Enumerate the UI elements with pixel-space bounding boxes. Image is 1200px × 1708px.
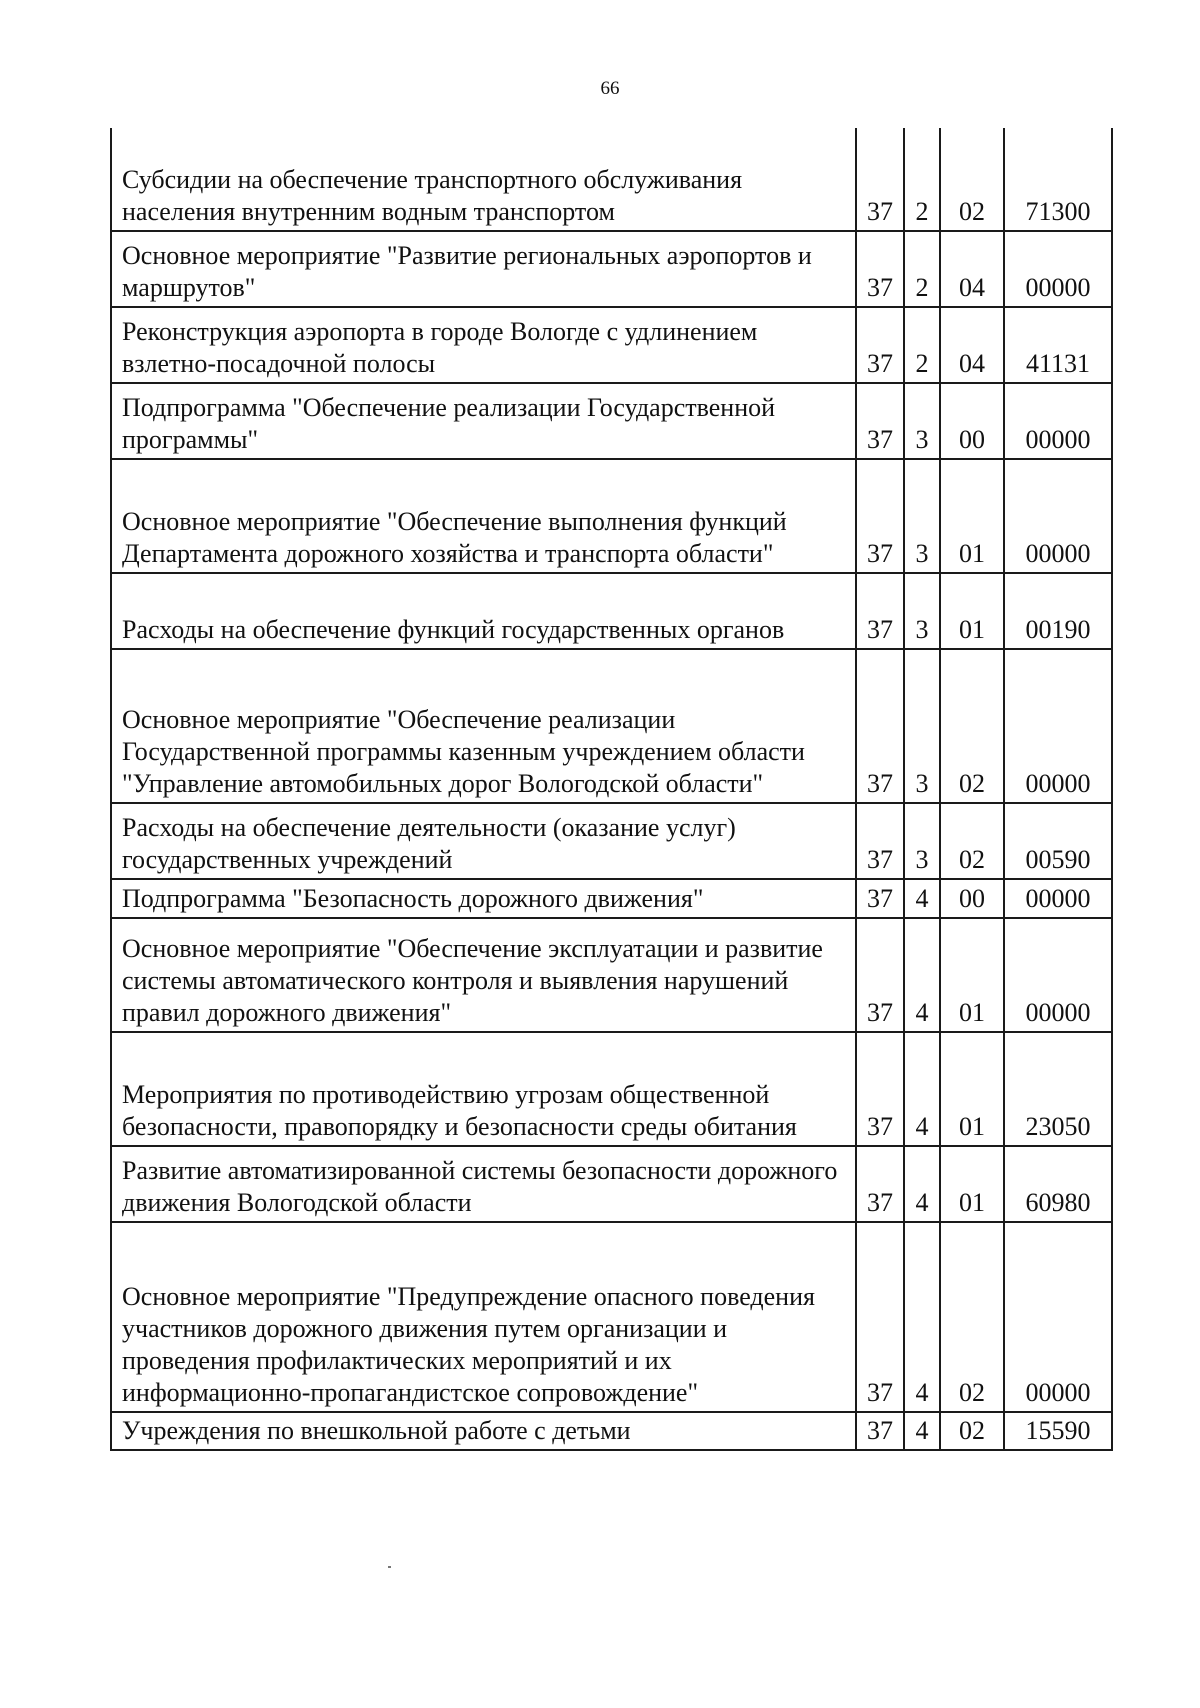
row-code-4: 00190 bbox=[1004, 573, 1112, 649]
row-description: Основное мероприятие "Обеспечение реализации Государственной программы казенным учреждением области "Управление автомобильных дорог Вологодской области" bbox=[111, 649, 856, 803]
row-description: Субсидии на обеспечение транспортного обслуживания населения внутренним водным транспортом bbox=[111, 128, 856, 231]
row-description: Подпрограмма "Обеспечение реализации Государственной программы" bbox=[111, 383, 856, 459]
table-row bbox=[111, 383, 1112, 459]
row-code-4: 00000 bbox=[1004, 879, 1112, 918]
row-code-3: 01 bbox=[940, 1032, 1004, 1146]
row-code-4: 00000 bbox=[1004, 1222, 1112, 1412]
row-code-3: 01 bbox=[940, 1146, 1004, 1222]
table-row bbox=[111, 1222, 1112, 1412]
row-description: Реконструкция аэропорта в городе Вологде с удлинением взлетно-посадочной полосы bbox=[111, 307, 856, 383]
table-row bbox=[111, 128, 1112, 231]
row-code-2: 2 bbox=[904, 307, 940, 383]
row-code-3: 01 bbox=[940, 918, 1004, 1032]
row-code-1: 37 bbox=[856, 1032, 904, 1146]
row-description: Расходы на обеспечение функций государственных органов bbox=[111, 573, 856, 649]
row-code-1: 37 bbox=[856, 459, 904, 573]
row-description: Расходы на обеспечение деятельности (оказание услуг) государственных учреждений bbox=[111, 803, 856, 879]
row-code-1: 37 bbox=[856, 383, 904, 459]
row-code-4: 00590 bbox=[1004, 803, 1112, 879]
page-number: 66 bbox=[600, 78, 620, 99]
row-code-2: 4 bbox=[904, 1146, 940, 1222]
row-code-2: 4 bbox=[904, 918, 940, 1032]
row-code-2: 3 bbox=[904, 383, 940, 459]
row-code-1: 37 bbox=[856, 231, 904, 307]
row-code-4: 15590 bbox=[1004, 1412, 1112, 1450]
row-code-3: 02 bbox=[940, 128, 1004, 231]
row-code-1: 37 bbox=[856, 1412, 904, 1450]
table-row bbox=[111, 1412, 1112, 1450]
row-code-3: 01 bbox=[940, 459, 1004, 573]
row-code-2: 3 bbox=[904, 649, 940, 803]
scan-speck bbox=[388, 1566, 391, 1568]
row-description: Основное мероприятие "Предупреждение опасного поведения участников дорожного движения путем организации и проведения профилактических мероприятий и их информационно-пропагандистское сопровождение" bbox=[111, 1222, 856, 1412]
table-row bbox=[111, 459, 1112, 573]
row-description: Основное мероприятие "Обеспечение выполнения функций Департамента дорожного хозяйства и транспорта области" bbox=[111, 459, 856, 573]
row-description: Подпрограмма "Безопасность дорожного движения" bbox=[111, 879, 856, 918]
row-code-3: 02 bbox=[940, 649, 1004, 803]
row-code-2: 2 bbox=[904, 128, 940, 231]
row-code-1: 37 bbox=[856, 879, 904, 918]
table-row bbox=[111, 1146, 1112, 1222]
table-row bbox=[111, 307, 1112, 383]
table-row bbox=[111, 649, 1112, 803]
row-code-2: 4 bbox=[904, 879, 940, 918]
row-code-4: 00000 bbox=[1004, 459, 1112, 573]
row-code-2: 4 bbox=[904, 1032, 940, 1146]
row-code-3: 00 bbox=[940, 879, 1004, 918]
row-code-4: 60980 bbox=[1004, 1146, 1112, 1222]
row-description: Основное мероприятие "Обеспечение эксплуатации и развитие системы автоматического контроля и выявления нарушений правил дорожного движения" bbox=[111, 918, 856, 1032]
row-code-1: 37 bbox=[856, 1146, 904, 1222]
table-row bbox=[111, 879, 1112, 918]
row-code-3: 02 bbox=[940, 803, 1004, 879]
row-code-3: 04 bbox=[940, 307, 1004, 383]
row-description: Учреждения по внешкольной работе с детьми bbox=[111, 1412, 856, 1450]
row-code-4: 41131 bbox=[1004, 307, 1112, 383]
table-row bbox=[111, 918, 1112, 1032]
row-code-3: 02 bbox=[940, 1412, 1004, 1450]
row-code-2: 3 bbox=[904, 803, 940, 879]
row-code-2: 4 bbox=[904, 1222, 940, 1412]
row-code-2: 2 bbox=[904, 231, 940, 307]
table-row bbox=[111, 1032, 1112, 1146]
row-description: Мероприятия по противодействию угрозам общественной безопасности, правопорядку и безопасности среды обитания bbox=[111, 1032, 856, 1146]
row-code-1: 37 bbox=[856, 803, 904, 879]
row-code-3: 02 bbox=[940, 1222, 1004, 1412]
row-description: Основное мероприятие "Развитие региональных аэропортов и маршрутов" bbox=[111, 231, 856, 307]
row-code-3: 01 bbox=[940, 573, 1004, 649]
table-row bbox=[111, 231, 1112, 307]
row-code-4: 00000 bbox=[1004, 649, 1112, 803]
row-code-1: 37 bbox=[856, 307, 904, 383]
table-row bbox=[111, 573, 1112, 649]
row-code-1: 37 bbox=[856, 1222, 904, 1412]
row-code-4: 00000 bbox=[1004, 231, 1112, 307]
budget-classification-table bbox=[110, 128, 1113, 1451]
row-code-1: 37 bbox=[856, 649, 904, 803]
row-description: Развитие автоматизированной системы безопасности дорожного движения Вологодской области bbox=[111, 1146, 856, 1222]
row-code-3: 00 bbox=[940, 383, 1004, 459]
row-code-4: 71300 bbox=[1004, 128, 1112, 231]
row-code-3: 04 bbox=[940, 231, 1004, 307]
row-code-1: 37 bbox=[856, 128, 904, 231]
row-code-4: 00000 bbox=[1004, 918, 1112, 1032]
row-code-2: 3 bbox=[904, 573, 940, 649]
row-code-1: 37 bbox=[856, 918, 904, 1032]
row-code-2: 3 bbox=[904, 459, 940, 573]
row-code-4: 00000 bbox=[1004, 383, 1112, 459]
table-row bbox=[111, 803, 1112, 879]
row-code-1: 37 bbox=[856, 573, 904, 649]
row-code-4: 23050 bbox=[1004, 1032, 1112, 1146]
row-code-2: 4 bbox=[904, 1412, 940, 1450]
